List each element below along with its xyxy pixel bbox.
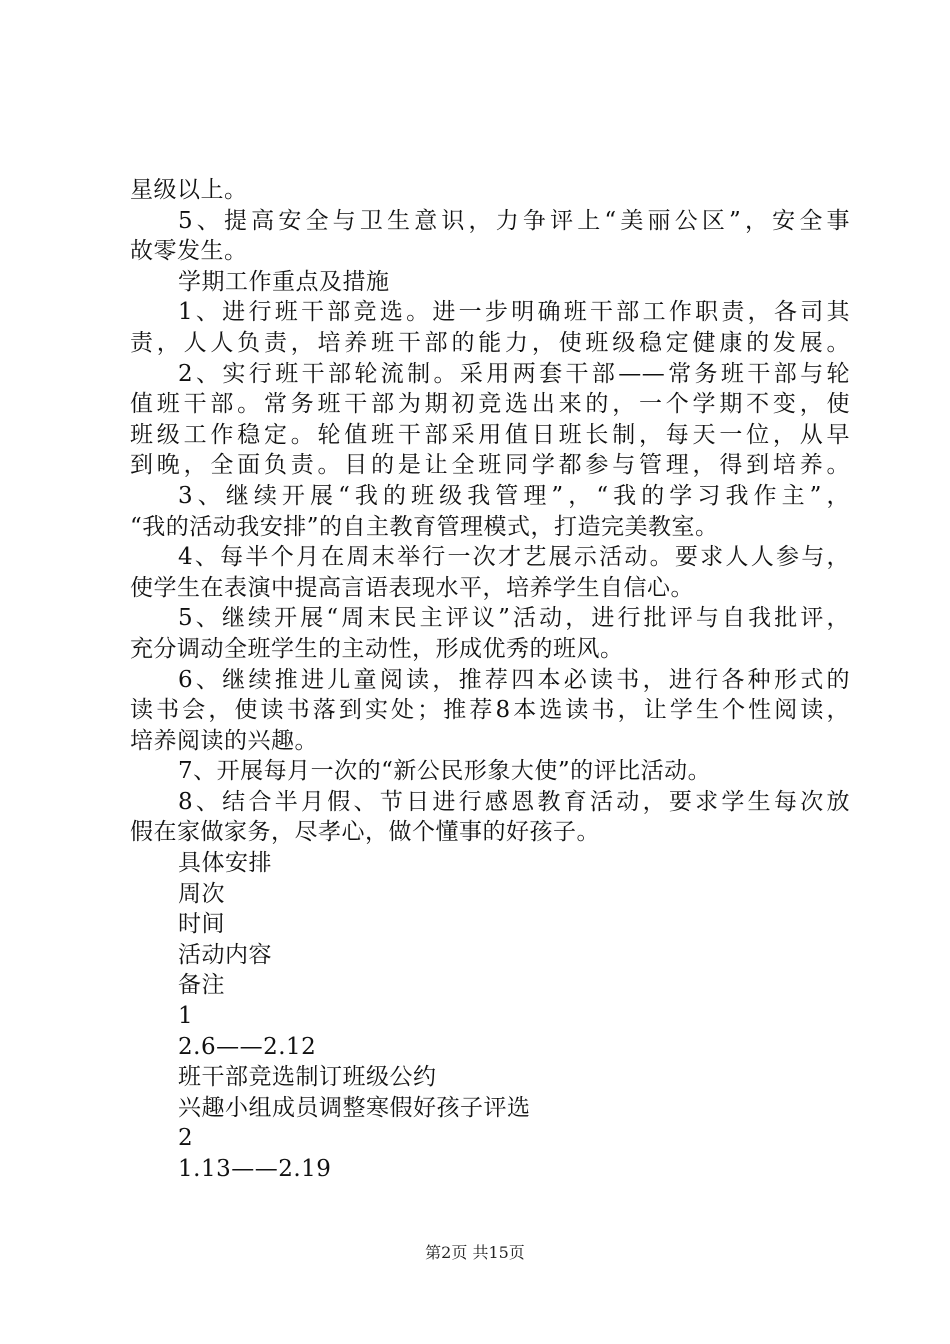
table-cell: 1.13——2.19 [178,1156,332,1182]
text-line: 8、结合半月假、节日进行感恩教育活动，要求学生每次放 [178,788,850,815]
text-line: 2、实行班干部轮流制。采用两套干部——常务班干部与轮 [178,360,850,387]
text-line: 充分调动全班学生的主动性，形成优秀的班风。 [130,635,624,662]
text-line: 7、开展每月一次的“新公民形象大使”的评比活动。 [178,758,712,785]
text-line: 班级工作稳定。轮值班干部采用值日班长制，每天一位，从早 [130,421,850,448]
section-heading: 学期工作重点及措施 [178,268,390,295]
table-cell: 班干部竞选制订班级公约 [178,1064,437,1091]
text-line: 假在家做家务，尽孝心，做个懂事的好孩子。 [130,819,600,846]
text-line: 6、继续推进儿童阅读，推荐四本必读书，进行各种形式的 [178,666,850,693]
text-line: 使学生在表演中提高言语表现水平，培养学生自信心。 [130,574,694,601]
document-body [130,175,850,1185]
text-line: 读书会，使读书落到实处；推荐8本选读书，让学生个性阅读， [130,697,850,724]
table-cell: 备注 [178,972,225,999]
text-line: 到晚，全面负责。目的是让全班同学都参与管理，得到培养。 [130,452,850,479]
page-number-footer: 第2页 共15页 [425,1243,525,1262]
text-line: 5、继续开展“周末民主评议”活动，进行批评与自我批评， [178,605,850,632]
table-cell: 1 [178,1003,194,1030]
text-line: 1、进行班干部竞选。进一步明确班干部工作职责，各司其 [178,299,850,326]
section-heading: 具体安排 [178,850,272,877]
table-cell: 2 [178,1125,194,1152]
text-line: 培养阅读的兴趣。 [130,727,318,754]
table-cell: 兴趣小组成员调整寒假好孩子评选 [178,1094,531,1121]
text-line: 责，人人负责，培养班干部的能力，使班级稳定健康的发展。 [130,329,850,356]
table-cell: 时间 [178,911,225,938]
text-line: 故零发生。 [130,238,248,265]
text-line: 3、继续开展“我的班级我管理”，“我的学习我作主”， [178,482,850,509]
table-cell: 2.6——2.12 [178,1033,317,1060]
text-line: 星级以上。 [130,177,248,203]
table-cell: 活动内容 [178,941,272,968]
text-line: “我的活动我安排”的自主教育管理模式，打造完美教室。 [130,513,719,540]
text-line: 5、提高安全与卫生意识，力争评上“美丽公区”，安全事 [178,207,850,234]
table-cell: 周次 [178,880,225,907]
text-line: 值班干部。常务班干部为期初竞选出来的，一个学期不变，使 [130,391,850,418]
text-line: 4、每半个月在周末举行一次才艺展示活动。要求人人参与， [178,544,850,571]
